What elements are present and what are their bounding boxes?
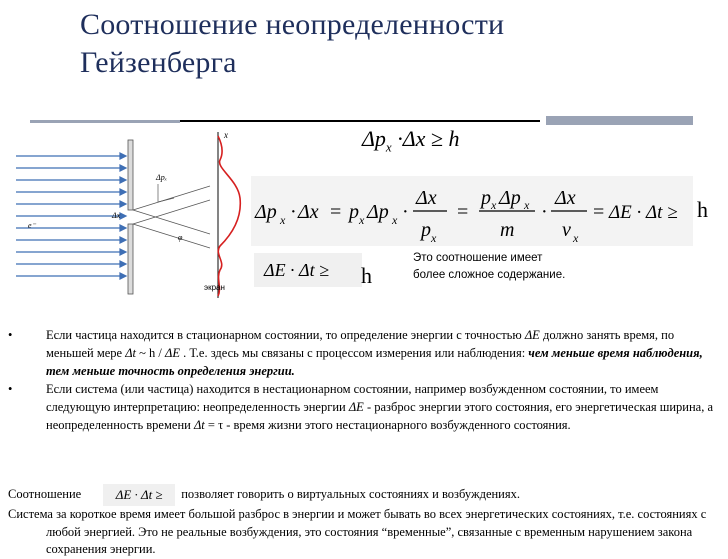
bottom-paragraph (8, 484, 720, 559)
bullet-1-text-b: должно занять время, по меньшей мере (46, 328, 675, 360)
bottom-line-2: Система за короткое время имеет большой разброс в энергии и может бывать во всех энергетических состояниях, т.е. состояниях с любой энергией. Это не реальные возбуждения, это состояния “временные”, связанные с временным нарушением закона сохранения энергии. (8, 507, 707, 556)
bullet-dot: • (8, 328, 13, 342)
barrier-bottom (128, 224, 133, 294)
bullet-2-text-a: Если система (или частица) находится в нестационарном состоянии, например возбужденном состоянии, то имеем следующую интерпретацию: неопределенность энергии (46, 382, 659, 414)
formula-rest: ·Δx ≥ h (391, 126, 460, 151)
eq-frac2-num-p-sub: x (491, 198, 497, 212)
bottom-line-1 (8, 484, 720, 506)
title-line-1: Соотношение неопределенности (80, 8, 505, 41)
note-line-2: более сложное содержание. (413, 269, 566, 281)
eq-frac3-den-sub: x (573, 231, 579, 245)
eq-equals-1: = (330, 201, 342, 223)
bullet-1-text-a: Если частица находится в стационарном состоянии, то определение энергии с точностью (46, 328, 525, 342)
energy-time-h: h (361, 263, 372, 288)
eq-lhs: Δp (255, 201, 277, 223)
barrier-top (128, 140, 133, 210)
eq-p: p (349, 201, 359, 223)
bullet-item-1 (8, 326, 720, 380)
title-line-2: Гейзенберга (80, 46, 237, 79)
main-equation (251, 176, 693, 246)
bullet-2-dE: ΔE (348, 400, 364, 414)
bottom-rest: позволяет говорить о виртуальных состояниях и возбуждениях. (181, 486, 520, 501)
eq-term1: Δx (298, 201, 319, 223)
bullet-2-text-b: - разброс энергии этого состояния, его энергетическая ширина, а неопределенность времени (46, 400, 714, 432)
bottom-inline-formula: ΔE · Δt ≥ (103, 484, 175, 506)
eq-frac2-num-dp-sub: x (524, 198, 530, 212)
bullet-1-emphasis: чем меньше время наблюдения, тем меньше точность определения энергии. (46, 346, 703, 378)
eq-p-sub: x (359, 213, 365, 227)
bullet-1-text-c: ~ h / (136, 346, 166, 360)
eq-frac2-den: m (500, 219, 515, 241)
slide-title (80, 6, 504, 82)
label-phi: φ (178, 233, 183, 242)
title-rule (180, 120, 540, 122)
formula-sub: x (385, 139, 392, 155)
title-rule-left (30, 120, 180, 123)
eq-equals-2: = (457, 201, 469, 223)
bullet-1-text-d: . Т.е. здесь мы связаны с процессом измерения или наблюдения: (180, 346, 529, 360)
eq-dp-sub: x (392, 213, 398, 227)
bullet-1-dt: Δt (125, 346, 137, 360)
label-screen: экран (204, 283, 225, 292)
eq-dot-2: · (402, 201, 409, 223)
bullet-2-text-c: = τ - время жизни этого нестационарного возбужденного состояния. (204, 418, 571, 432)
diffraction-diagram (8, 128, 246, 304)
bullet-item-2 (8, 380, 720, 434)
label-x: x (224, 130, 228, 140)
bottom-lead: Соотношение (8, 486, 82, 501)
eq-frac1-den-sub: x (431, 231, 437, 245)
note-text (413, 250, 613, 284)
eq-dp: Δp (367, 201, 389, 223)
energy-time-formula: ΔE · Δt ≥ (264, 260, 330, 280)
bullet-dot: • (8, 382, 13, 396)
bullet-2-dt: Δt (193, 418, 205, 432)
label-electron: e⁻ (28, 221, 36, 230)
bullet-1-dE: ΔE (524, 328, 540, 342)
eq-frac1-num: Δx (416, 187, 437, 209)
electron-beam (16, 153, 126, 279)
label-dpx: Δpₓ (156, 173, 167, 182)
diverging-rays (133, 184, 210, 248)
diffraction-figure (8, 128, 246, 304)
bullet-1-dE-2: ΔE (165, 346, 181, 360)
eq-frac3-den: v (562, 219, 571, 241)
bullet-list (8, 326, 720, 434)
label-dx: Δx (112, 211, 121, 220)
eq-frac3-num: Δx (555, 187, 576, 209)
title-rule-right (546, 116, 693, 125)
eq-frac1-den: p (421, 219, 431, 241)
eq-frac2-num-dp: Δp (499, 187, 521, 209)
eq-final: ΔE · Δt ≥ (609, 202, 678, 223)
note-line-1: Это соотношение имеет (413, 252, 543, 264)
eq-dot-3: · (541, 201, 548, 223)
eq-equals-3: = (593, 201, 605, 223)
eq-dot-1: · (290, 201, 297, 223)
uncertainty-formula (362, 126, 459, 155)
eq-lhs-sub: x (280, 213, 286, 227)
eq-frac2-num-p: p (481, 187, 491, 209)
eq-h: h (697, 197, 708, 222)
formula-dp: Δp (362, 126, 386, 151)
intensity-curve (218, 136, 240, 296)
